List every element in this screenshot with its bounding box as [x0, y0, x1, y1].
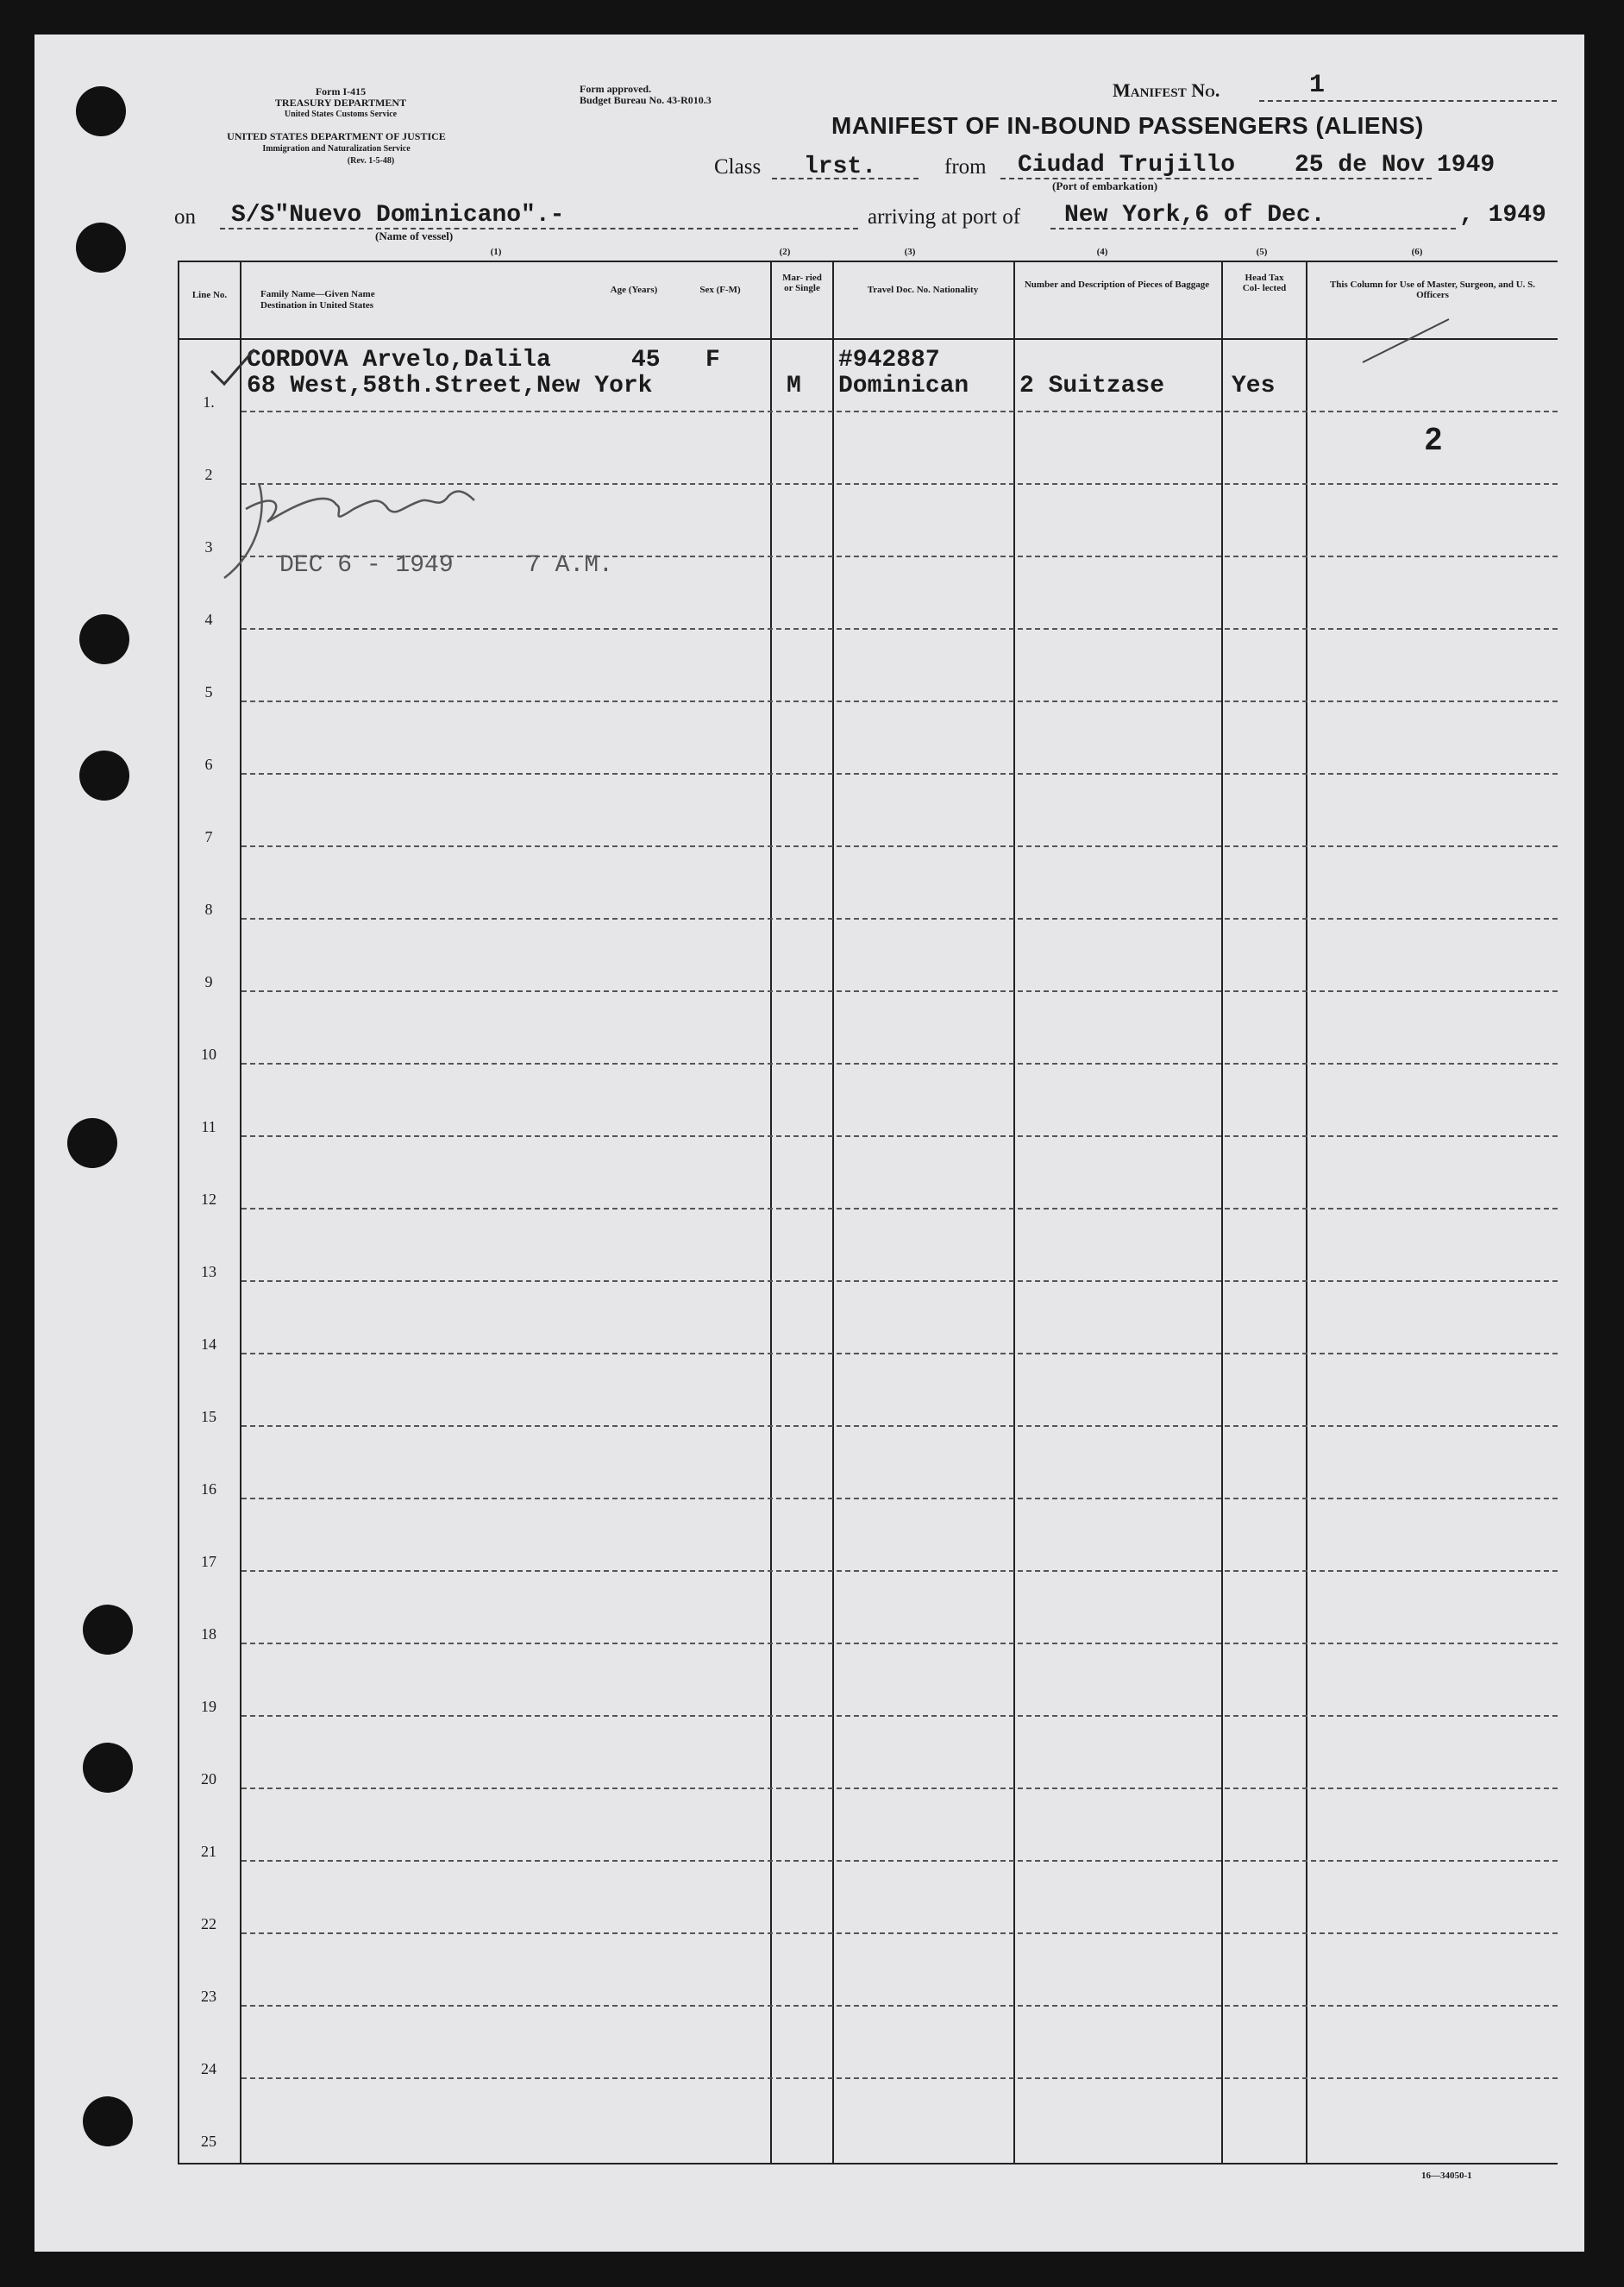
col-divider-name [770, 261, 772, 2164]
manifest-page [34, 35, 1584, 2252]
manifest-title: MANIFEST OF IN-BOUND PASSENGERS (ALIENS) [831, 112, 1424, 139]
row-separator [241, 2005, 1558, 2007]
arrival-stamp-date: DEC 6 - 1949 [279, 552, 454, 579]
line-number: 18 [201, 1625, 216, 1643]
header-travel-doc: Travel Doc. No. Nationality [867, 285, 979, 295]
passenger-married: M [787, 373, 801, 399]
line-number: 7 [204, 828, 213, 845]
treasury-department: TREASURY DEPARTMENT [274, 97, 407, 109]
line-number: 4 [204, 611, 213, 628]
slash-mark-icon [1354, 311, 1458, 371]
col-num-2: (2) [779, 247, 791, 257]
budget-bureau: Budget Bureau No. 43-R010.3 [580, 94, 712, 106]
punch-hole [79, 751, 129, 801]
header-destination: Destination in United States [260, 300, 374, 311]
line-number: 15 [201, 1408, 216, 1425]
row-separator [241, 990, 1558, 992]
row-separator [241, 483, 1558, 485]
row-separator [241, 2077, 1558, 2079]
customs-service: United States Customs Service [284, 110, 398, 119]
header-head-tax: Head Tax Col- lected [1242, 273, 1287, 293]
col-num-1: (1) [490, 247, 502, 257]
arriving-label: arriving at port of [868, 205, 1021, 229]
port-of-embarkation: Ciudad Trujillo [1018, 152, 1236, 179]
punch-hole [83, 1743, 133, 1793]
class-label: Class [714, 155, 762, 179]
embarkation-date: 25 de Nov [1295, 152, 1426, 179]
footer-code: 16—34050-1 [1421, 2171, 1472, 2181]
line-number: 17 [201, 1553, 216, 1570]
header-bottom-border [178, 338, 1558, 340]
row-separator [241, 1570, 1558, 1572]
header-family-name: Family Name—Given Name [260, 289, 375, 299]
line-number: 21 [201, 1843, 216, 1860]
table-bottom-border [178, 2163, 1558, 2164]
row-separator [241, 1643, 1558, 1644]
header-age: Age (Years) [610, 285, 658, 295]
line-number: 6 [204, 756, 213, 773]
col-divider-married [832, 261, 834, 2164]
line-number: 24 [201, 2060, 216, 2077]
row-separator [241, 556, 1558, 557]
line-number: 10 [201, 1046, 216, 1063]
line-number: 2 [204, 466, 213, 483]
header-officers: This Column for Use of Master, Surgeon, and U. S. Officers [1329, 280, 1536, 300]
class-value: lrst. [804, 154, 877, 180]
row-separator [241, 1498, 1558, 1499]
punch-hole [83, 2096, 133, 2146]
row-separator [241, 1208, 1558, 1209]
port-of-embarkation-caption: (Port of embarkation) [1052, 179, 1158, 192]
arrival-stamp-time: 7 A.M. [526, 552, 613, 579]
row-separator [241, 918, 1558, 920]
revision: (Rev. 1-5-48) [347, 156, 395, 166]
manifest-number: 1 [1309, 71, 1326, 100]
punch-hole [76, 86, 126, 136]
line-number: 12 [201, 1191, 216, 1208]
line-number: 3 [204, 538, 213, 556]
arrival-port-date: New York,6 of Dec. [1064, 202, 1326, 229]
row-separator [241, 1788, 1558, 1789]
ins-service: Immigration and Naturalization Service [262, 144, 411, 154]
punch-hole [76, 223, 126, 273]
table-left-border [178, 261, 179, 2164]
header-married: Mar- ried or Single [782, 273, 822, 293]
line-number: 5 [204, 683, 213, 701]
department-of-justice: UNITED STATES DEPARTMENT OF JUSTICE [227, 130, 446, 142]
line-number: 8 [204, 901, 213, 918]
nationality: Dominican [838, 373, 969, 399]
travel-doc-number: #942887 [838, 347, 940, 374]
head-tax: Yes [1232, 373, 1276, 399]
col-divider-baggage [1221, 261, 1223, 2164]
line-number: 22 [201, 1915, 216, 1932]
passenger-age: 45 [631, 347, 661, 374]
line-number: 14 [201, 1335, 216, 1353]
col-num-3: (3) [904, 247, 916, 257]
form-approved: Form approved. [580, 83, 652, 95]
line-number: 11 [201, 1118, 216, 1135]
punch-hole [83, 1605, 133, 1655]
col-divider-doc [1013, 261, 1015, 2164]
form-number: Form I-415 [315, 85, 367, 97]
table-top-border [178, 261, 1558, 262]
row-separator [241, 411, 1558, 412]
col-num-5: (5) [1256, 247, 1268, 257]
line-number: 16 [201, 1480, 216, 1498]
row-separator [241, 1280, 1558, 1282]
col-num-6: (6) [1411, 247, 1423, 257]
line-number: 13 [201, 1263, 216, 1280]
manifest-number-label: Manifest No. [1113, 79, 1220, 101]
row-separator [241, 1932, 1558, 1934]
row-separator [241, 1860, 1558, 1862]
header-sex: Sex (F-M) [699, 285, 741, 295]
row-separator [241, 845, 1558, 847]
line-number: 23 [201, 1988, 216, 2005]
row-separator [241, 1063, 1558, 1065]
header-line-no: Line No. [191, 290, 228, 300]
header-baggage: Number and Description of Pieces of Baggage [1024, 280, 1210, 290]
on-label: on [174, 205, 196, 229]
line-number: 25 [201, 2133, 216, 2150]
baggage: 2 Suitzase [1019, 373, 1165, 399]
row-separator [241, 1425, 1558, 1427]
row-separator [241, 1353, 1558, 1354]
officer-mark: 2 [1425, 421, 1443, 456]
vessel-name: S/S"Nuevo Dominicano".- [231, 202, 565, 229]
punch-hole [79, 614, 129, 664]
col-divider-tax [1306, 261, 1307, 2164]
manifest-number-line [1259, 100, 1557, 102]
arrival-year: , 1949 [1459, 202, 1546, 229]
line-number: 9 [204, 973, 213, 990]
passenger-address: 68 West,58th.Street,New York [247, 373, 653, 399]
passenger-name: CORDOVA Arvelo,Dalila [247, 347, 551, 374]
row-separator [241, 701, 1558, 702]
vessel-caption: (Name of vessel) [375, 229, 454, 242]
passenger-sex: F [705, 347, 720, 374]
col-num-4: (4) [1096, 247, 1108, 257]
punch-hole [67, 1118, 117, 1168]
from-label: from [944, 155, 987, 179]
embarkation-year: 1949 [1437, 152, 1495, 179]
line-number: 19 [201, 1698, 216, 1715]
row-separator [241, 628, 1558, 630]
line-number: 20 [201, 1770, 216, 1788]
check-mark-icon [207, 345, 267, 397]
row-separator [241, 1715, 1558, 1717]
line-number: 1. [203, 393, 215, 411]
row-separator [241, 773, 1558, 775]
row-separator [241, 1135, 1558, 1137]
